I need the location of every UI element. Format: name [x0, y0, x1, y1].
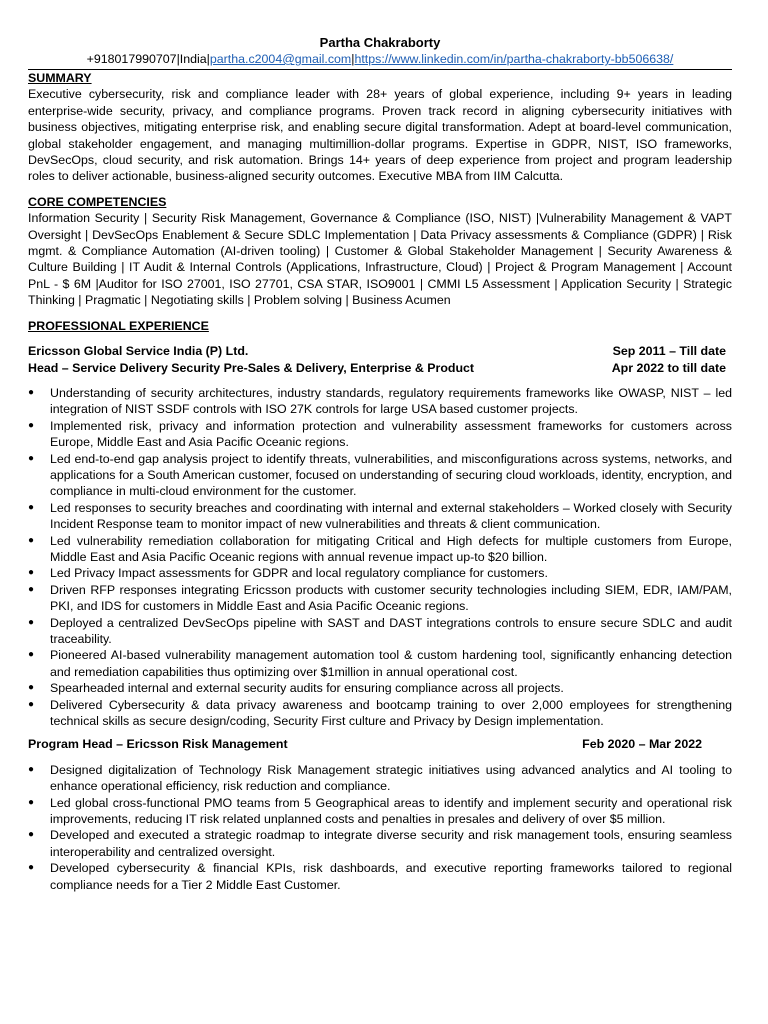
email-link[interactable]: partha.c2004@gmail.com [209, 52, 352, 66]
candidate-name: Partha Chakraborty [319, 35, 441, 50]
bullet-item [28, 385, 732, 418]
bullet-item [28, 795, 732, 828]
bullet-icon: ● [28, 698, 35, 710]
bullet-text: Developed cybersecurity & financial KPIs, risk dashboards, and executive reporting frameworks tailored to regional compliance needs for a Tier 2 Middle East Customer. [50, 861, 732, 892]
bullet-item [28, 582, 732, 615]
bullet-icon: ● [28, 419, 35, 431]
bullet-item [28, 762, 732, 795]
experience-heading: PROFESSIONAL EXPERIENCE [28, 318, 209, 333]
bullet-text: Designed digitalization of Technology Risk Management strategic initiatives using advanced analytics and AI tooling to enhance operational efficiency, risk reduction and compliance. [50, 762, 732, 794]
bullet-text: Understanding of security architectures, industry standards, regulatory requirements frameworks like OWASP, NIST – led integration of NIST SSDF controls with ISO 27K controls for large USA based customer projects. [50, 385, 732, 417]
linkedin-link[interactable]: https://www.linkedin.com/in/partha-chakraborty-bb506638/ [354, 52, 674, 66]
bullet-item [28, 615, 732, 648]
contact-separator: | [176, 52, 180, 66]
company-line [28, 343, 732, 359]
bullet-text: Pioneered AI-based vulnerability management automation tool & custom hardening tool, significantly enhancing detection and remediation capabilities thus optimizing over $1million in annual operational cost. [50, 648, 732, 679]
bullet-item [28, 827, 732, 860]
bullet-text: Driven RFP responses integrating Ericsson products with customer security technologies including SIEM, EDR, IAM/PAM, PKI, and IDS for customers in Middle East and Asia Pacific Oceanic regions. [50, 582, 732, 614]
role-line [28, 360, 732, 376]
bullet-text: Developed and executed a strategic roadmap to integrate diverse security and risk management tools, ensuring seamless interoperability and centralized oversight. [50, 828, 732, 859]
company-name: Ericsson Global Service India (P) Ltd. [28, 344, 249, 359]
role-dates: Apr 2022 to till date [611, 360, 726, 375]
contact-separator: | [351, 52, 355, 66]
bullet-icon: ● [28, 386, 35, 398]
bullet-text: Implemented risk, privacy and information protection and vulnerability assessment frameworks for customers across Europe, Middle East and Asia Pacific Oceanic regions. [50, 418, 732, 450]
role-line-2 [28, 736, 732, 752]
contact-separator: | [206, 52, 210, 66]
bullet-item [28, 565, 732, 581]
bullet-item [28, 533, 732, 566]
bullet-text: Led responses to security breaches and coordinating with internal and external stakeholders – Worked closely with Security Incident Response team to monitor impact of new vulnerabilities and threats & client communication. [50, 500, 732, 532]
bullet-icon: ● [28, 616, 35, 628]
bullet-icon: ● [28, 829, 35, 841]
bullet-item [28, 418, 732, 451]
contact-line [28, 51, 732, 67]
job2-bullet-list [28, 762, 732, 893]
bullet-icon: ● [28, 862, 35, 874]
bullet-icon: ● [28, 583, 35, 595]
bullet-icon: ● [28, 501, 35, 513]
bullet-text: Led global cross-functional PMO teams from 5 Geographical areas to identify and implement security and operational risk improvements, reducing IT risk related unplanned costs and penalties in presales and delivery of over $5 million. [50, 795, 732, 827]
bullet-item [28, 500, 732, 533]
bullet-icon: ● [28, 452, 35, 464]
role-title-2: Program Head – Ericsson Risk Management [28, 737, 288, 752]
summary-heading: SUMMARY [28, 71, 92, 85]
bullet-item [28, 680, 732, 696]
bullet-text: Led vulnerability remediation collaboration for mitigating Critical and High defects for multiple customers from Europe, Middle East and Asia Pacific Oceanic regions with annual revenue impact up-to $20 billion. [50, 533, 732, 564]
bullet-text: Spearheaded internal and external security audits for ensuring compliance across all projects. [50, 681, 564, 696]
competencies-text: Information Security | Security Risk Management, Governance & Compliance (ISO, NIST) |Vulnerability Management & VAPT Oversight | DevSecOps Enablement & Secure SDLC Implementation | Data Privacy assessments & Compliance (GDPR) | Risk mgmt. & Compliance Automation (AI-driven tooling) | Customer & Global Stakeholder Management | Security Awareness & Culture Building | IT Audit & Internal Controls (Applications, Infrastructure, Cloud) | Project & Program Management | Account PnL - $ 6M |Auditor for ISO 27001, ISO 27701, CSA STAR, ISO9001 | CMMI L5 Assessment | Application Security | Strategic Thinking | Pragmatic | Negotiating skills | Problem solving | Business Acumen [28, 211, 732, 308]
bullet-item [28, 647, 732, 680]
bullet-text: Deployed a centralized DevSecOps pipeline with SAST and DAST integrations controls to ensure secure SDLC and audit traceability. [50, 615, 732, 646]
competencies-heading: CORE COMPETENCIES [28, 194, 167, 209]
role-title: Head – Service Delivery Security Pre-Sales & Delivery, Enterprise & Product [28, 360, 475, 375]
bullet-text: Delivered Cybersecurity & data privacy awareness and bootcamp training to over 2,000 employees for strengthening technical skills as secure design/coding, Security First culture and Privacy by Design implementation. [50, 697, 732, 729]
bullet-icon: ● [28, 796, 35, 808]
company-dates: Sep 2011 – Till date [612, 344, 726, 359]
phone-number: +918017990707 [86, 52, 177, 66]
bullet-icon: ● [28, 763, 35, 775]
bullet-icon: ● [28, 649, 35, 661]
bullet-text: Led Privacy Impact assessments for GDPR and local regulatory compliance for customers. [50, 566, 548, 581]
location: India [179, 52, 207, 66]
bullet-item [28, 451, 732, 500]
job1-bullet-list [28, 385, 732, 730]
bullet-icon: ● [28, 682, 35, 694]
bullet-icon: ● [28, 567, 35, 579]
summary-text: Executive cybersecurity, risk and compliance leader with 28+ years of global experience, including 9+ years in leading enterprise-wide security, privacy, and compliance programs. Proven track record in aligning cybersecurity initiatives with business objectives, mitigating enterprise risk, and enabling secure digital transformation. Adept at board-level communication, global stakeholder engagement, and managing multimillion-dollar programs. Expertise in GDPR, NIST, ISO frameworks, DevSecOps, cloud security, and risk automation. Brings 14+ years of deep experience from project and program leadership roles to deliver actionable, business-aligned security outcomes. Executive MBA from IIM Calcutta. [28, 87, 732, 184]
bullet-text: Led end-to-end gap analysis project to identify threats, vulnerabilities, and misconfigurations across systems, networks, and applications for a South American customer, focused on understanding of securing cloud workloads, identity, encryption, and compliance in multi-cloud environment for the customer. [50, 451, 732, 499]
bullet-item [28, 697, 732, 730]
role-dates-2: Feb 2020 – Mar 2022 [582, 737, 702, 752]
bullet-icon: ● [28, 534, 35, 546]
bullet-item [28, 860, 732, 893]
